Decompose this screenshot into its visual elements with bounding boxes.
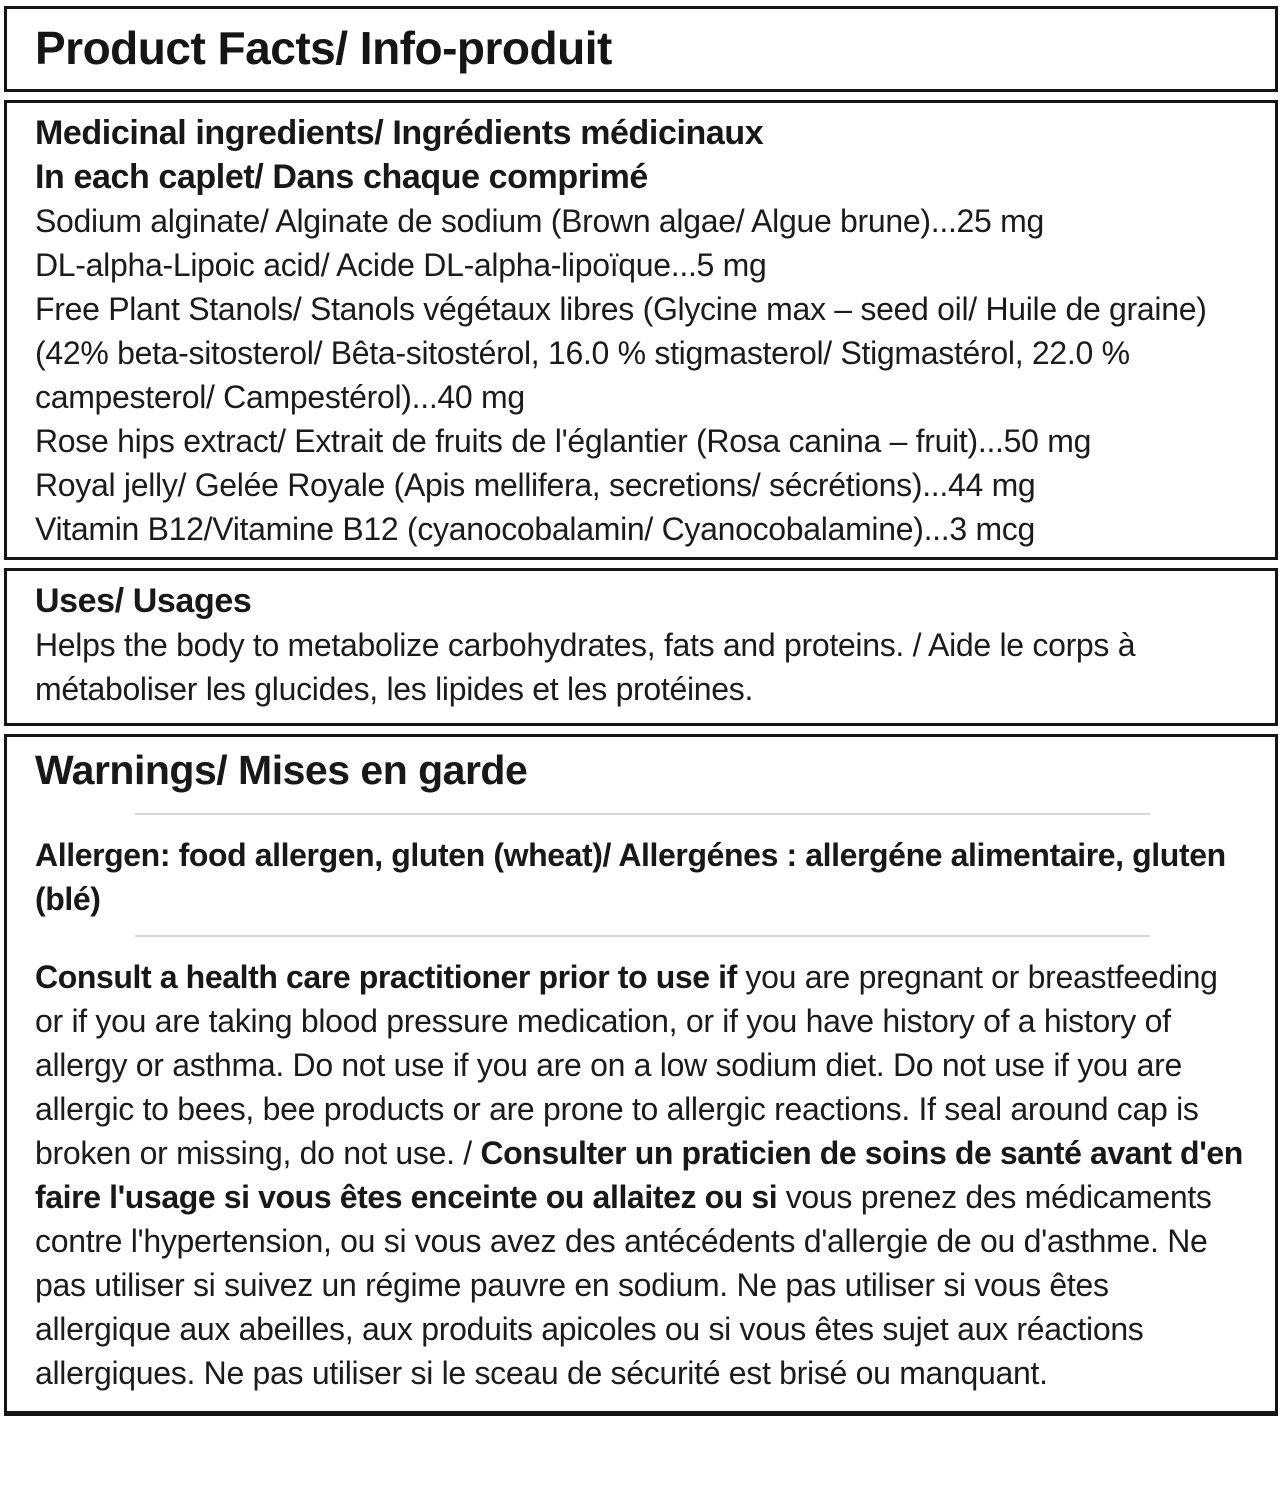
consult-warning-fr-text: vous prenez des médicaments contre l'hypertension, ou si vous avez des antécédents d'allergie de ou d'asthme. Ne pas utiliser si suivez un régime pauvre en sodium. Ne pas utiliser si vous êtes allergique aux abeilles, aux produits apicoles ou si vous êtes sujet aux réactions allergiques. Ne pas utiliser si le sceau de sécurité est brisé ou manquant. [35,1179,1212,1391]
ingredient-rose-hips-extract: Rose hips extract/ Extrait de fruits de l'églantier (Rosa canina – fruit)...50 mg [35,423,1092,459]
medicinal-heading-line1: Medicinal ingredients/ Ingrédients médicinaux [35,114,764,152]
consult-warning-fr-bold: Consulter un praticien de soins de santé avant d'en faire l'usage si vous êtes enceinte ou allaitez ou si [35,1135,1243,1215]
uses-body: Helps the body to metabolize carbohydrates, fats and proteins. / Aide le corps à métaboliser les glucides, les lipides et les protéines. [35,627,1136,707]
uses-section [4,568,1278,726]
ingredient-royal-jelly: Royal jelly/ Gelée Royale (Apis mellifera, secretions/ sécrétions)...44 mg [35,467,1036,503]
medicinal-ingredients-section [4,100,1278,560]
ingredient-dl-alpha-lipoic-acid: DL-alpha-Lipoic acid/ Acide DL-alpha-lipoïque...5 mg [35,247,767,283]
page-title: Product Facts/ Info-produit [35,22,612,74]
ingredient-vitamin-b12: Vitamin B12/Vitamine B12 (cyanocobalamin/ Cyanocobalamine)...3 mcg [35,511,1035,547]
uses-heading: Uses/ Usages [35,582,252,620]
ingredient-free-plant-stanols: Free Plant Stanols/ Stanols végétaux libres (Glycine max – seed oil/ Huile de graine) (42% beta-sitosterol/ Bêta-sitostérol, 16.0 % stigmasterol/ Stigmastérol, 22.0 % campesterol/ Campestérol)...40 mg [35,291,1207,415]
warnings-divider-top [135,813,1150,815]
ingredient-sodium-alginate: Sodium alginate/ Alginate de sodium (Brown algae/ Algue brune)...25 mg [35,203,1044,239]
allergen-warning: Allergen: food allergen, gluten (wheat)/ Allergénes : allergéne alimentaire, gluten (blé) [35,837,1226,917]
warnings-section [4,734,1278,1416]
consult-warning [35,955,1245,1395]
title-section [4,6,1278,92]
warnings-divider-middle [135,935,1150,937]
consult-warning-en-text: you are pregnant or breastfeeding or if you are taking blood pressure medication, or if you have history of a history of allergy or asthma. Do not use if you are on a low sodium diet. Do not use if you are allergic to bees, bee products or are prone to allergic reactions. If seal around cap is broken or missing, do not use. / [35,959,1218,1171]
medicinal-heading-line2: In each caplet/ Dans chaque comprimé [35,158,648,196]
consult-warning-en-bold: Consult a health care practitioner prior to use if [35,959,746,995]
warnings-heading: Warnings/ Mises en garde [35,747,528,793]
